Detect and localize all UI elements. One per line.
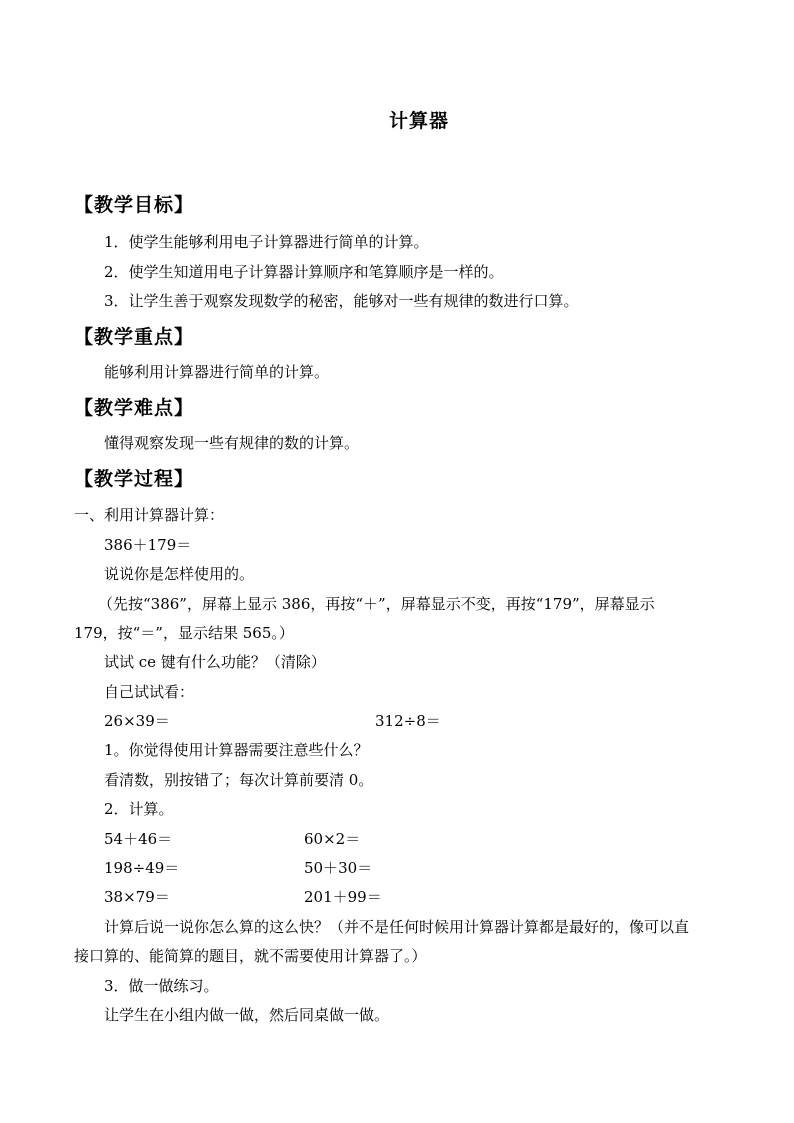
difficulties-text: 懂得观察发现一些有规律的数的计算。 xyxy=(104,434,360,452)
process-example: 386＋179＝ xyxy=(104,536,192,554)
difficulties-heading: 【教学难点】 xyxy=(74,397,195,419)
calc-row-1-left: 54＋46＝ xyxy=(104,830,173,848)
process-q3: 3．做一做练习。 xyxy=(104,977,219,995)
calc-row-1-right: 60×2＝ xyxy=(304,830,361,848)
process-q1: 1。你觉得使用计算器需要注意些什么？ xyxy=(104,741,369,759)
calc-row-2-left: 198÷49＝ xyxy=(104,859,180,877)
objective-item-3: 3．让学生善于观察发现数学的秘密，能够对一些有规律的数进行口算。 xyxy=(104,292,579,310)
after-calc-line1: 计算后说一说你怎么算的这么快？（并不是任何时候用计算器计算都是最好的，像可以直 xyxy=(104,918,690,936)
process-heading: 【教学过程】 xyxy=(74,468,195,490)
objectives-heading: 【教学目标】 xyxy=(74,194,195,216)
after-calc-line2: 接口算的、能简算的题目，就不需要使用计算器了。） xyxy=(74,947,427,965)
process-q3-text: 让学生在小组内做一做，然后同桌做一做。 xyxy=(104,1006,390,1024)
calc-row-2-right: 50＋30＝ xyxy=(304,859,373,877)
process-explain-line1: （先按“386”，屏幕上显示 386，再按“＋”，屏幕显示不变，再按“179”，屏幕显示 xyxy=(98,595,655,613)
process-try-yourself: 自己试试看： xyxy=(104,683,195,701)
objective-item-1: 1．使学生能够利用电子计算器进行简单的计算。 xyxy=(104,233,429,251)
key-points-heading: 【教学重点】 xyxy=(74,326,195,348)
page-title: 计算器 xyxy=(388,110,449,132)
calc-row-3-left: 38×79＝ xyxy=(104,888,170,906)
process-q2: 2．计算。 xyxy=(104,800,174,818)
key-points-text: 能够利用计算器进行简单的计算。 xyxy=(104,363,330,381)
process-explain-line2: 179，按“＝”，显示结果 565。） xyxy=(74,624,294,642)
process-ce-question: 试试 ce 键有什么功能？（清除） xyxy=(104,653,326,671)
try-left-expression: 26×39＝ xyxy=(104,712,170,730)
process-prompt: 说说你是怎样使用的。 xyxy=(104,565,255,583)
objective-item-2: 2．使学生知道用电子计算器计算顺序和笔算顺序是一样的。 xyxy=(104,263,504,281)
calc-row-3-right: 201＋99＝ xyxy=(304,888,382,906)
try-right-expression: 312÷8＝ xyxy=(375,712,441,730)
process-part1-title: 一、利用计算器计算： xyxy=(74,506,225,524)
process-q1-answer: 看清数，别按错了；每次计算前要清 0。 xyxy=(104,771,374,789)
